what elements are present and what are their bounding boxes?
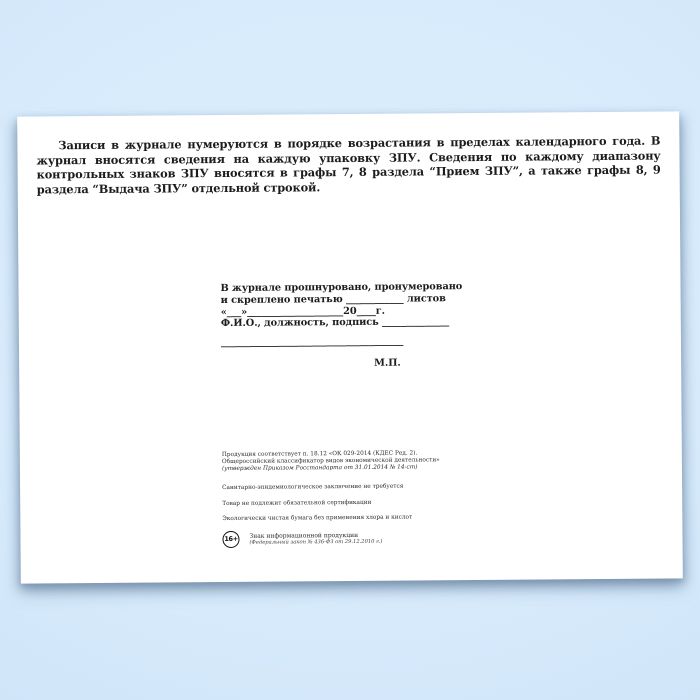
binding-line-signature-rule: ______________________________________ — [220, 335, 404, 349]
footnotes-block — [222, 450, 453, 548]
eco-paper-note: Экологически чистая бумага без применения хлора и кислот — [222, 514, 413, 523]
stamp-place-mark: М.П. — [374, 357, 401, 369]
product-standard-note — [222, 450, 452, 473]
binding-line-stitched: В журнале прошнуровано, пронумеровано — [220, 281, 463, 295]
binding-line-date: «___»____________________20____г. — [220, 305, 386, 318]
product-standard-decree: (утвержден Приказом Росстандарта от 31.01.2014 № 14-ст) — [221, 464, 418, 473]
document-page — [17, 111, 683, 583]
intro-paragraph: Записи в журнале нумеруются в порядке возрастания в пределах календарного года. В журнал вносятся сведения на каждую упаковку ЗПУ. Сведения по каждому диапазону контрольных знаков ЗПУ вносятся в графы 7, 8 раздела “Прием ЗПУ”, а также графы 8, 9 раздела “Выдача ЗПУ” отдельной строкой. — [36, 133, 661, 197]
info-product-sign-row — [222, 529, 452, 548]
binding-line-name-position-signature: Ф.И.О., должность, подпись ______________ — [220, 316, 450, 330]
info-product-sign-label: Знак информационной продукции — [249, 531, 359, 540]
binding-statement-block — [220, 281, 463, 370]
age-16-plus-icon: 16+ — [222, 531, 239, 548]
product-standard-line1: Продукция соответствует п. 18.12 «ОК 029-2014 (КДЕС Ред. 2). — [221, 450, 418, 459]
binding-line-sealed-sheets: и скреплено печатью ____________ листов — [220, 293, 446, 306]
info-product-sign-law: (Федеральный закон № 436-ФЗ от 29.12.2010 г.) — [249, 538, 383, 546]
sanitary-note: Санитарно-эпидемиологическое заключение не требуется — [222, 483, 404, 491]
product-standard-line2: Общероссийский классификатор видов экономической деятельности» — [221, 457, 440, 466]
info-product-sign-text — [249, 532, 382, 547]
certification-note: Товар не подлежит обязательной сертификации — [222, 499, 372, 507]
